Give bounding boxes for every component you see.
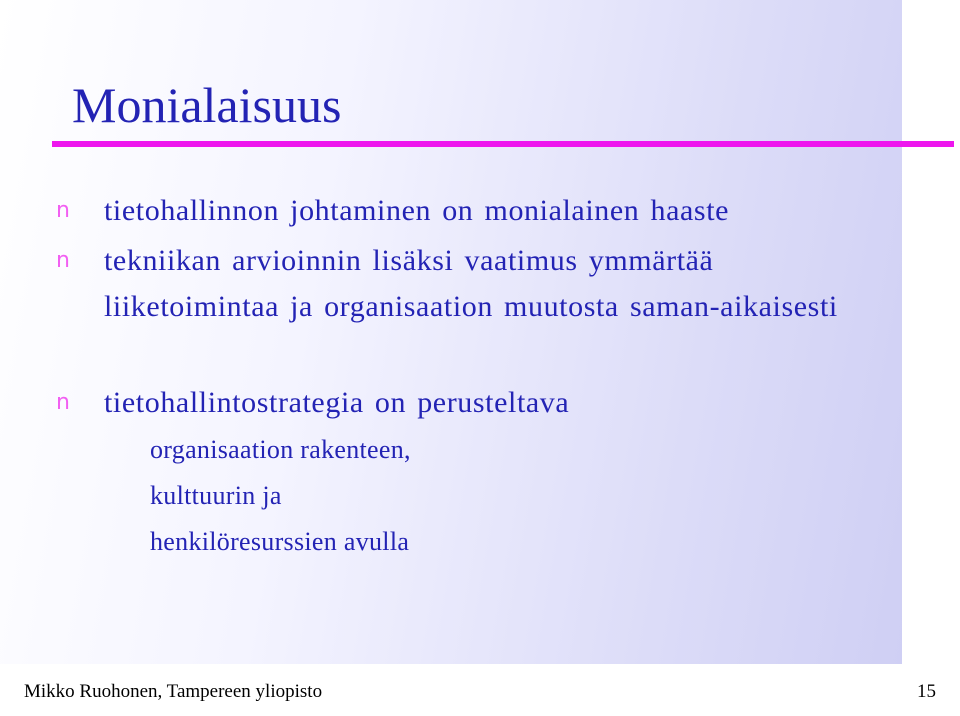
sub-item: organisaation rakenteen,: [150, 435, 411, 464]
page-number: 15: [917, 681, 936, 702]
footer-author: Mikko Ruohonen, Tampereen yliopisto: [24, 681, 323, 702]
title-underline: [52, 141, 954, 147]
bullet-marker-icon: n: [56, 198, 70, 223]
bullet-text: tekniikan arvioinnin lisäksi vaatimus ymmärtää liiketoimintaa ja organisaation muutosta saman-aikaisesti: [104, 244, 838, 323]
slide-title: Monialaisuus: [72, 77, 342, 133]
bullet-item: [56, 380, 876, 426]
bullet-marker-icon: n: [56, 390, 70, 415]
bullet-item: [56, 188, 876, 234]
sub-item: henkilöresurssien avulla: [150, 527, 410, 556]
bullet-text: tietohallinnon johtaminen on monialainen haaste: [104, 194, 730, 227]
bullet-marker-icon: n: [56, 248, 70, 273]
bullet-text: tietohallintostrategia on perusteltava: [104, 386, 570, 419]
sub-item: kulttuurin ja: [150, 481, 282, 510]
bullet-item: [56, 238, 876, 330]
